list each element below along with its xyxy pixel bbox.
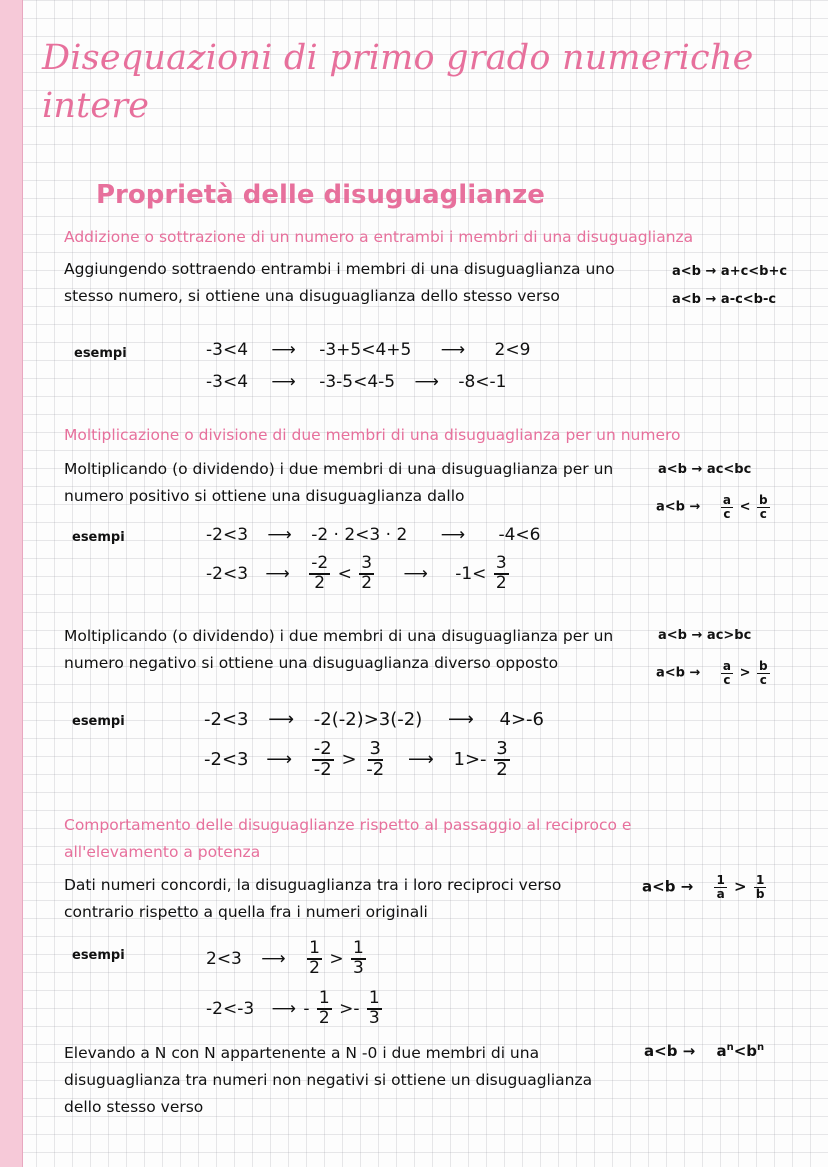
section3-rule1: a<b → ac>bc — [658, 628, 752, 643]
operator: > — [739, 665, 751, 681]
fraction: $\frac{-2}{-2}$ — [313, 738, 332, 780]
expr: 2<3 — [206, 948, 242, 969]
fraction: $\frac{1}{b}$ — [755, 873, 765, 901]
arrow-icon: ⟶ — [265, 563, 290, 584]
section4-subtitle-line2: all'elevamento a potenza — [64, 843, 261, 861]
expr: -2(-2)>3(-2) — [313, 709, 423, 730]
operator: < — [739, 499, 751, 515]
expr: -2<3 — [204, 748, 249, 770]
section2-subtitle: Moltiplicazione o divisione di due membri di una disuguaglianza per un numero — [64, 426, 681, 444]
rule-lhs: a<b → — [642, 877, 694, 896]
expr: -2 · 2<3 · 2 — [311, 525, 408, 545]
expr: -3+5<4+5 — [319, 340, 412, 360]
section4-text: Dati numeri concordi, la disuguaglianza tra i loro reciproci verso contrario rispetto a quella fra i numeri originali — [64, 876, 562, 921]
section4-rule — [642, 874, 768, 900]
fraction: $\frac{3}{-2}$ — [366, 738, 385, 780]
fraction: $\frac{-2}{2}$ — [311, 553, 329, 593]
section3-text: Moltiplicando (o dividendo) i due membri di una disuguaglianza per un numero negativo si ottiene una disuguaglianza diverso opposto — [64, 627, 614, 672]
section4-example2 — [206, 990, 384, 1028]
arrow-icon: ⟶ — [267, 525, 292, 545]
expr: -2<3 — [206, 563, 249, 584]
page-title — [42, 34, 754, 130]
power-expr: $a^n<b^n$ — [716, 1042, 765, 1060]
expr: -1< — [455, 563, 487, 584]
section1-example1 — [206, 340, 530, 360]
rule-lhs: a<b → — [644, 1042, 696, 1060]
operator: - — [303, 998, 310, 1019]
section1-text: Aggiungendo sottraendo entrambi i membri di una disuguaglianza uno stesso numero, si ottiene una disuguaglianza dello stesso verso — [64, 260, 615, 305]
arrow-icon: ⟶ — [440, 525, 466, 545]
section-heading: Proprietà delle disuguaglianze — [96, 180, 545, 210]
fraction: $\frac{a}{c}$ — [722, 493, 732, 521]
operator: >- — [339, 998, 360, 1019]
section3-example2 — [204, 740, 512, 780]
section2-rule1: a<b → ac<bc — [658, 462, 752, 477]
fraction: $\frac{1}{3}$ — [368, 988, 380, 1028]
fraction: $\frac{1}{a}$ — [716, 873, 725, 901]
section3-examples-label: esempi — [72, 714, 125, 729]
section1-rule2: a<b → a-c<b-c — [672, 292, 777, 307]
operator: > — [341, 748, 357, 770]
page-title-line2: intere — [42, 86, 150, 126]
page-title-line1: Disequazioni di primo grado numeriche — [42, 38, 754, 78]
fraction: $\frac{1}{3}$ — [352, 938, 364, 978]
fraction: $\frac{a}{c}$ — [722, 659, 732, 687]
expr: -2<3 — [204, 709, 249, 730]
expr: 4>-6 — [499, 709, 544, 730]
expr: -3<4 — [206, 340, 249, 360]
section4-subtitle — [64, 812, 631, 866]
section1-rule1: a<b → a+c<b+c — [672, 264, 788, 279]
section2-text: Moltiplicando (o dividendo) i due membri di una disuguaglianza per un numero positivo si ottiene una disuguaglianza dallo — [64, 460, 614, 505]
fraction: $\frac{3}{2}$ — [496, 738, 508, 780]
section4-text2: Elevando a N con N appartenente a N -0 i due membri di una disuguaglianza tra numeri non negativi si ottiene un disuguaglianza dello stesso verso — [64, 1044, 593, 1116]
section2-example2 — [206, 555, 511, 593]
arrow-icon: ⟶ — [268, 709, 295, 730]
fraction: $\frac{b}{c}$ — [759, 659, 768, 687]
expr: -8<-1 — [458, 372, 507, 392]
section2-examples-label: esempi — [72, 530, 125, 545]
arrow-icon: ⟶ — [261, 948, 286, 969]
expr: -3-5<4-5 — [319, 372, 396, 392]
section4-rule2 — [644, 1042, 764, 1060]
fraction: $\frac{3}{2}$ — [361, 553, 373, 593]
expr: 1>- — [453, 748, 487, 770]
section1-examples-label: esempi — [74, 346, 127, 361]
operator: > — [734, 877, 747, 896]
fraction: $\frac{1}{2}$ — [309, 938, 320, 978]
fraction: $\frac{3}{2}$ — [495, 553, 507, 593]
expr: -2<-3 — [206, 998, 255, 1019]
expr: -4<6 — [498, 525, 541, 545]
arrow-icon: ⟶ — [403, 563, 428, 584]
section4-examples-label: esempi — [72, 948, 125, 963]
section2-example1 — [206, 525, 540, 545]
section3-example1 — [204, 709, 544, 730]
section2-rule2 — [656, 494, 772, 520]
operator: > — [329, 948, 344, 969]
rule-lhs: a<b → — [656, 499, 701, 515]
operator: < — [337, 563, 352, 584]
arrow-icon: ⟶ — [447, 709, 474, 730]
rule-lhs: a<b → — [656, 665, 701, 681]
arrow-icon: ⟶ — [266, 748, 293, 770]
expr: -3<4 — [206, 372, 249, 392]
fraction: $\frac{1}{2}$ — [318, 988, 330, 1028]
fraction: $\frac{b}{c}$ — [759, 493, 768, 521]
section4-example1 — [206, 940, 368, 978]
section4-subtitle-line1: Comportamento delle disuguaglianze rispetto al passaggio al reciproco e — [64, 816, 632, 834]
margin-strip — [0, 0, 23, 1167]
arrow-icon: ⟶ — [271, 340, 296, 360]
section1-example2 — [206, 372, 506, 392]
section1-subtitle: Addizione o sottrazione di un numero a entrambi i membri di una disuguaglianza — [64, 228, 694, 246]
expr: -2<3 — [206, 525, 249, 545]
arrow-icon: ⟶ — [407, 748, 434, 770]
arrow-icon: ⟶ — [271, 998, 296, 1019]
arrow-icon: ⟶ — [440, 340, 466, 360]
arrow-icon: ⟶ — [414, 372, 439, 392]
expr: 2<9 — [494, 340, 531, 360]
arrow-icon: ⟶ — [271, 372, 296, 392]
section3-rule2 — [656, 660, 772, 686]
